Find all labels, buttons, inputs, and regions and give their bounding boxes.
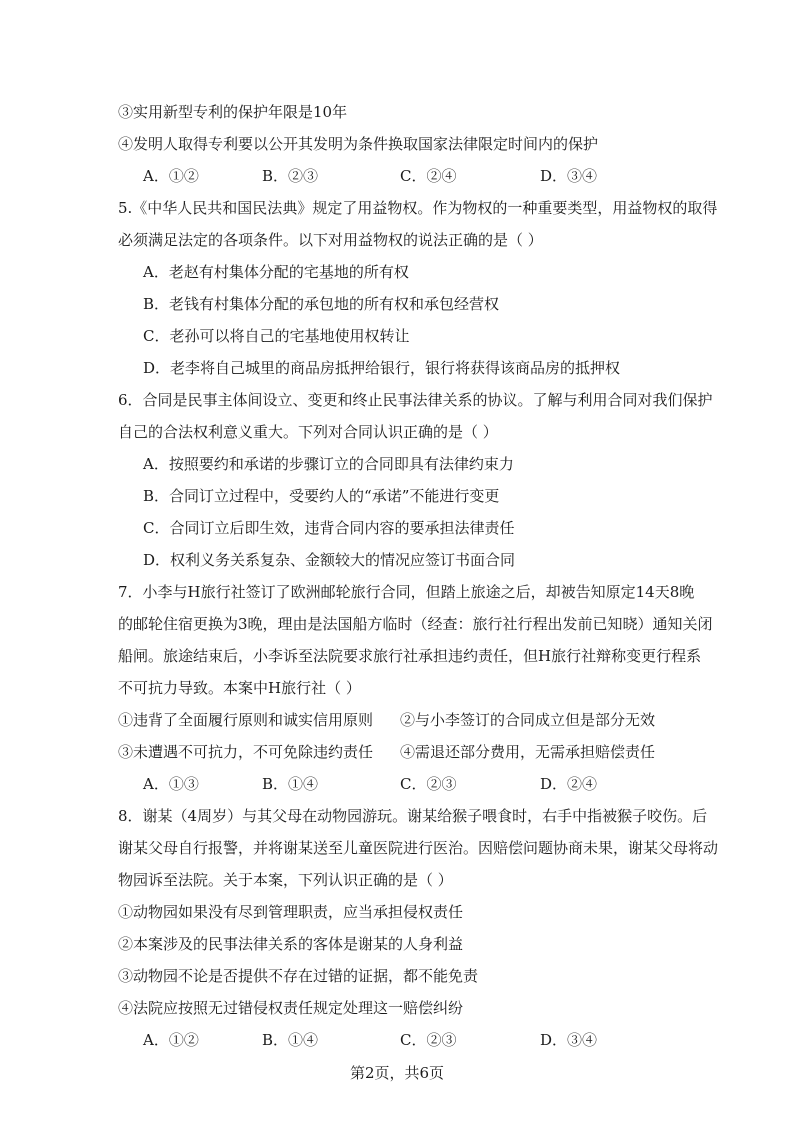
q4-option-d: D．③④ <box>540 167 598 185</box>
q5-option-c: C．老孙可以将自己的宅基地使用权转让 <box>143 327 410 345</box>
q8-option-b: B．①④ <box>262 1031 319 1049</box>
q8-option-d: D．③④ <box>540 1031 598 1049</box>
q8-option-c: C．②③ <box>400 1031 457 1049</box>
q8-option-a: A．①② <box>143 1031 199 1049</box>
q6-stem-line-2: 自己的合法权利意义重大。下列对合同认识正确的是（ ） <box>118 423 498 441</box>
q7-stem-line-1: 7．小李与H旅行社签订了欧洲邮轮旅行合同，但踏上旅途之后，却被告知原定14天8晚 <box>118 583 695 601</box>
q8-item-2: ②本案涉及的民事法律关系的客体是谢某的人身利益 <box>118 935 464 953</box>
q5-stem-line-1: 5.《中华人民共和国民法典》规定了用益物权。作为物权的一种重要类型，用益物权的取得 <box>118 199 718 217</box>
q6-option-a: A．按照要约和承诺的步骤订立的合同即具有法律约束力 <box>143 455 514 473</box>
q6-option-d: D．权利义务关系复杂、金额较大的情况应签订书面合同 <box>143 551 516 569</box>
q5-option-a: A．老赵有村集体分配的宅基地的所有权 <box>143 263 409 281</box>
q5-option-b: B．老钱有村集体分配的承包地的所有权和承包经营权 <box>143 295 500 313</box>
q5-option-d: D．老李将自己城里的商品房抵押给银行，银行将获得该商品房的抵押权 <box>143 359 621 377</box>
q4-option-b: B．②③ <box>262 167 319 185</box>
q7-option-c: C．②③ <box>400 775 457 793</box>
q8-item-3: ③动物园不论是否提供不存在过错的证据，都不能免责 <box>118 967 479 985</box>
q7-stem-line-3: 船闸。旅途结束后，小李诉至法院要求旅行社承担违约责任，但H旅行社辩称变更行程系 <box>118 647 702 665</box>
q4-option-a: A．①② <box>143 167 199 185</box>
q7-stem-line-2: 的邮轮住宿更换为3晚，理由是法国船方临时（经查：旅行社行程出发前已知晓）通知关闭 <box>118 615 713 633</box>
q4-item-3: ③实用新型专利的保护年限是10年 <box>118 103 348 121</box>
page-number-footer: 第2页，共6页 <box>349 1064 445 1082</box>
q5-stem-line-2: 必须满足法定的各项条件。以下对用益物权的说法正确的是（ ） <box>118 231 543 249</box>
q4-option-c: C．②④ <box>400 167 457 185</box>
q7-item-1: ①违背了全面履行原则和诚实信用原则 <box>118 711 374 729</box>
q8-stem-line-3: 物园诉至法院。关于本案，下列认识正确的是（ ） <box>118 871 453 889</box>
q8-stem-line-1: 8．谢某（4周岁）与其父母在动物园游玩。谢某给猴子喂食时，右手中指被猴子咬伤。后 <box>118 807 708 825</box>
q7-item-2: ②与小李签订的合同成立但是部分无效 <box>400 711 656 729</box>
q4-item-4: ④发明人取得专利要以公开其发明为条件换取国家法律限定时间内的保护 <box>118 135 599 153</box>
q8-item-1: ①动物园如果没有尽到管理职责，应当承担侵权责任 <box>118 903 464 921</box>
q6-option-b: B．合同订立过程中，受要约人的“承诺”不能进行变更 <box>143 487 500 505</box>
q7-item-3: ③未遭遇不可抗力，不可免除违约责任 <box>118 743 374 761</box>
q6-option-c: C．合同订立后即生效，违背合同内容的要承担法律责任 <box>143 519 515 537</box>
q7-item-4: ④需退还部分费用，无需承担赔偿责任 <box>400 743 656 761</box>
q7-option-a: A．①③ <box>143 775 199 793</box>
q8-item-4: ④法院应按照无过错侵权责任规定处理这一赔偿纠纷 <box>118 999 464 1017</box>
q8-stem-line-2: 谢某父母自行报警，并将谢某送至儿童医院进行医治。因赔偿问题协商未果，谢某父母将动 <box>118 839 719 857</box>
q7-option-d: D．②④ <box>540 775 598 793</box>
q6-stem-line-1: 6．合同是民事主体间设立、变更和终止民事法律关系的协议。了解与利用合同对我们保护 <box>118 391 713 409</box>
q7-stem-line-4: 不可抗力导致。本案中H旅行社（ ） <box>118 679 361 697</box>
q7-option-b: B．①④ <box>262 775 319 793</box>
